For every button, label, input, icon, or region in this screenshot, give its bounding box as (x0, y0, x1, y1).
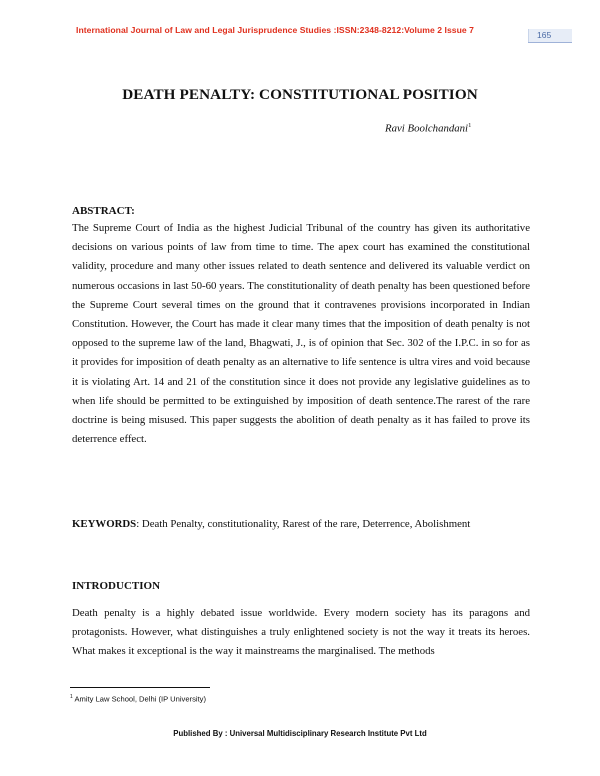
footnote-mark: 1 (70, 694, 73, 700)
author-line (385, 122, 471, 135)
footnote-text: Amity Law School, Delhi (IP University) (72, 694, 206, 704)
author-footnote-mark: 1 (468, 122, 472, 129)
keywords-line (72, 518, 532, 530)
keywords-text: : Death Penalty, constitutionality, Rarest of the rare, Deterrence, Abolishment (136, 518, 471, 530)
keywords-label: KEYWORDS (72, 518, 137, 530)
publisher-footer: Published By : Universal Multidisciplinary Research Institute Pvt Ltd (173, 729, 427, 738)
footnote-divider (70, 687, 210, 688)
author-name: Ravi Boolchandani (385, 122, 469, 135)
introduction-heading: INTRODUCTION (72, 580, 161, 592)
introduction-text: Death penalty is a highly debated issue worldwide. Every modern society has its paragons and protagonists. However, what distinguishes a truly enlightened society is not the way it treats its heroes. What makes it exceptional is the way it mainstreams the marginalised. The methods (72, 607, 530, 658)
page-number-underline (528, 42, 572, 43)
abstract-heading: ABSTRACT: (72, 205, 135, 217)
journal-header: International Journal of Law and Legal Jurisprudence Studies :ISSN:2348-8212:Volume 2 Issue 7 (76, 25, 475, 35)
article-title: DEATH PENALTY: CONSTITUTIONAL POSITION (122, 86, 478, 103)
abstract-text: The Supreme Court of India as the highest Judicial Tribunal of the country has given its authoritative decisions on various points of law from time to time. The apex court has examined the constitutional validity, procedure and many other issues related to death sentence and delivered its valuable verdict on numerous occasions in last 50-60 years. The constitutionality of death penalty has been questioned before the Supreme Court several times on the ground that it contravenes provisions incorporated in Indian Constitution. However, the Court has made it clear many times that the imposition of death penalty is not opposed to the supreme law of the land, Bhagwati, J., is of opinion that Sec. 302 of the I.P.C. in so for as it provides for imposition of death penalty as an alternative to life sentence is ultra vires and void because it is violating Art. 14 and 21 of the constitution since it does not provide any legislative guidelines as to when life should be permitted to be extinguished by imposition of death sentence.The rarest of the rare doctrine is being misused. This paper suggests the abolition of death penalty as it has failed to prove its deterrence effect. (72, 222, 530, 446)
footnote (70, 694, 206, 704)
page-number: 165 (528, 29, 572, 42)
